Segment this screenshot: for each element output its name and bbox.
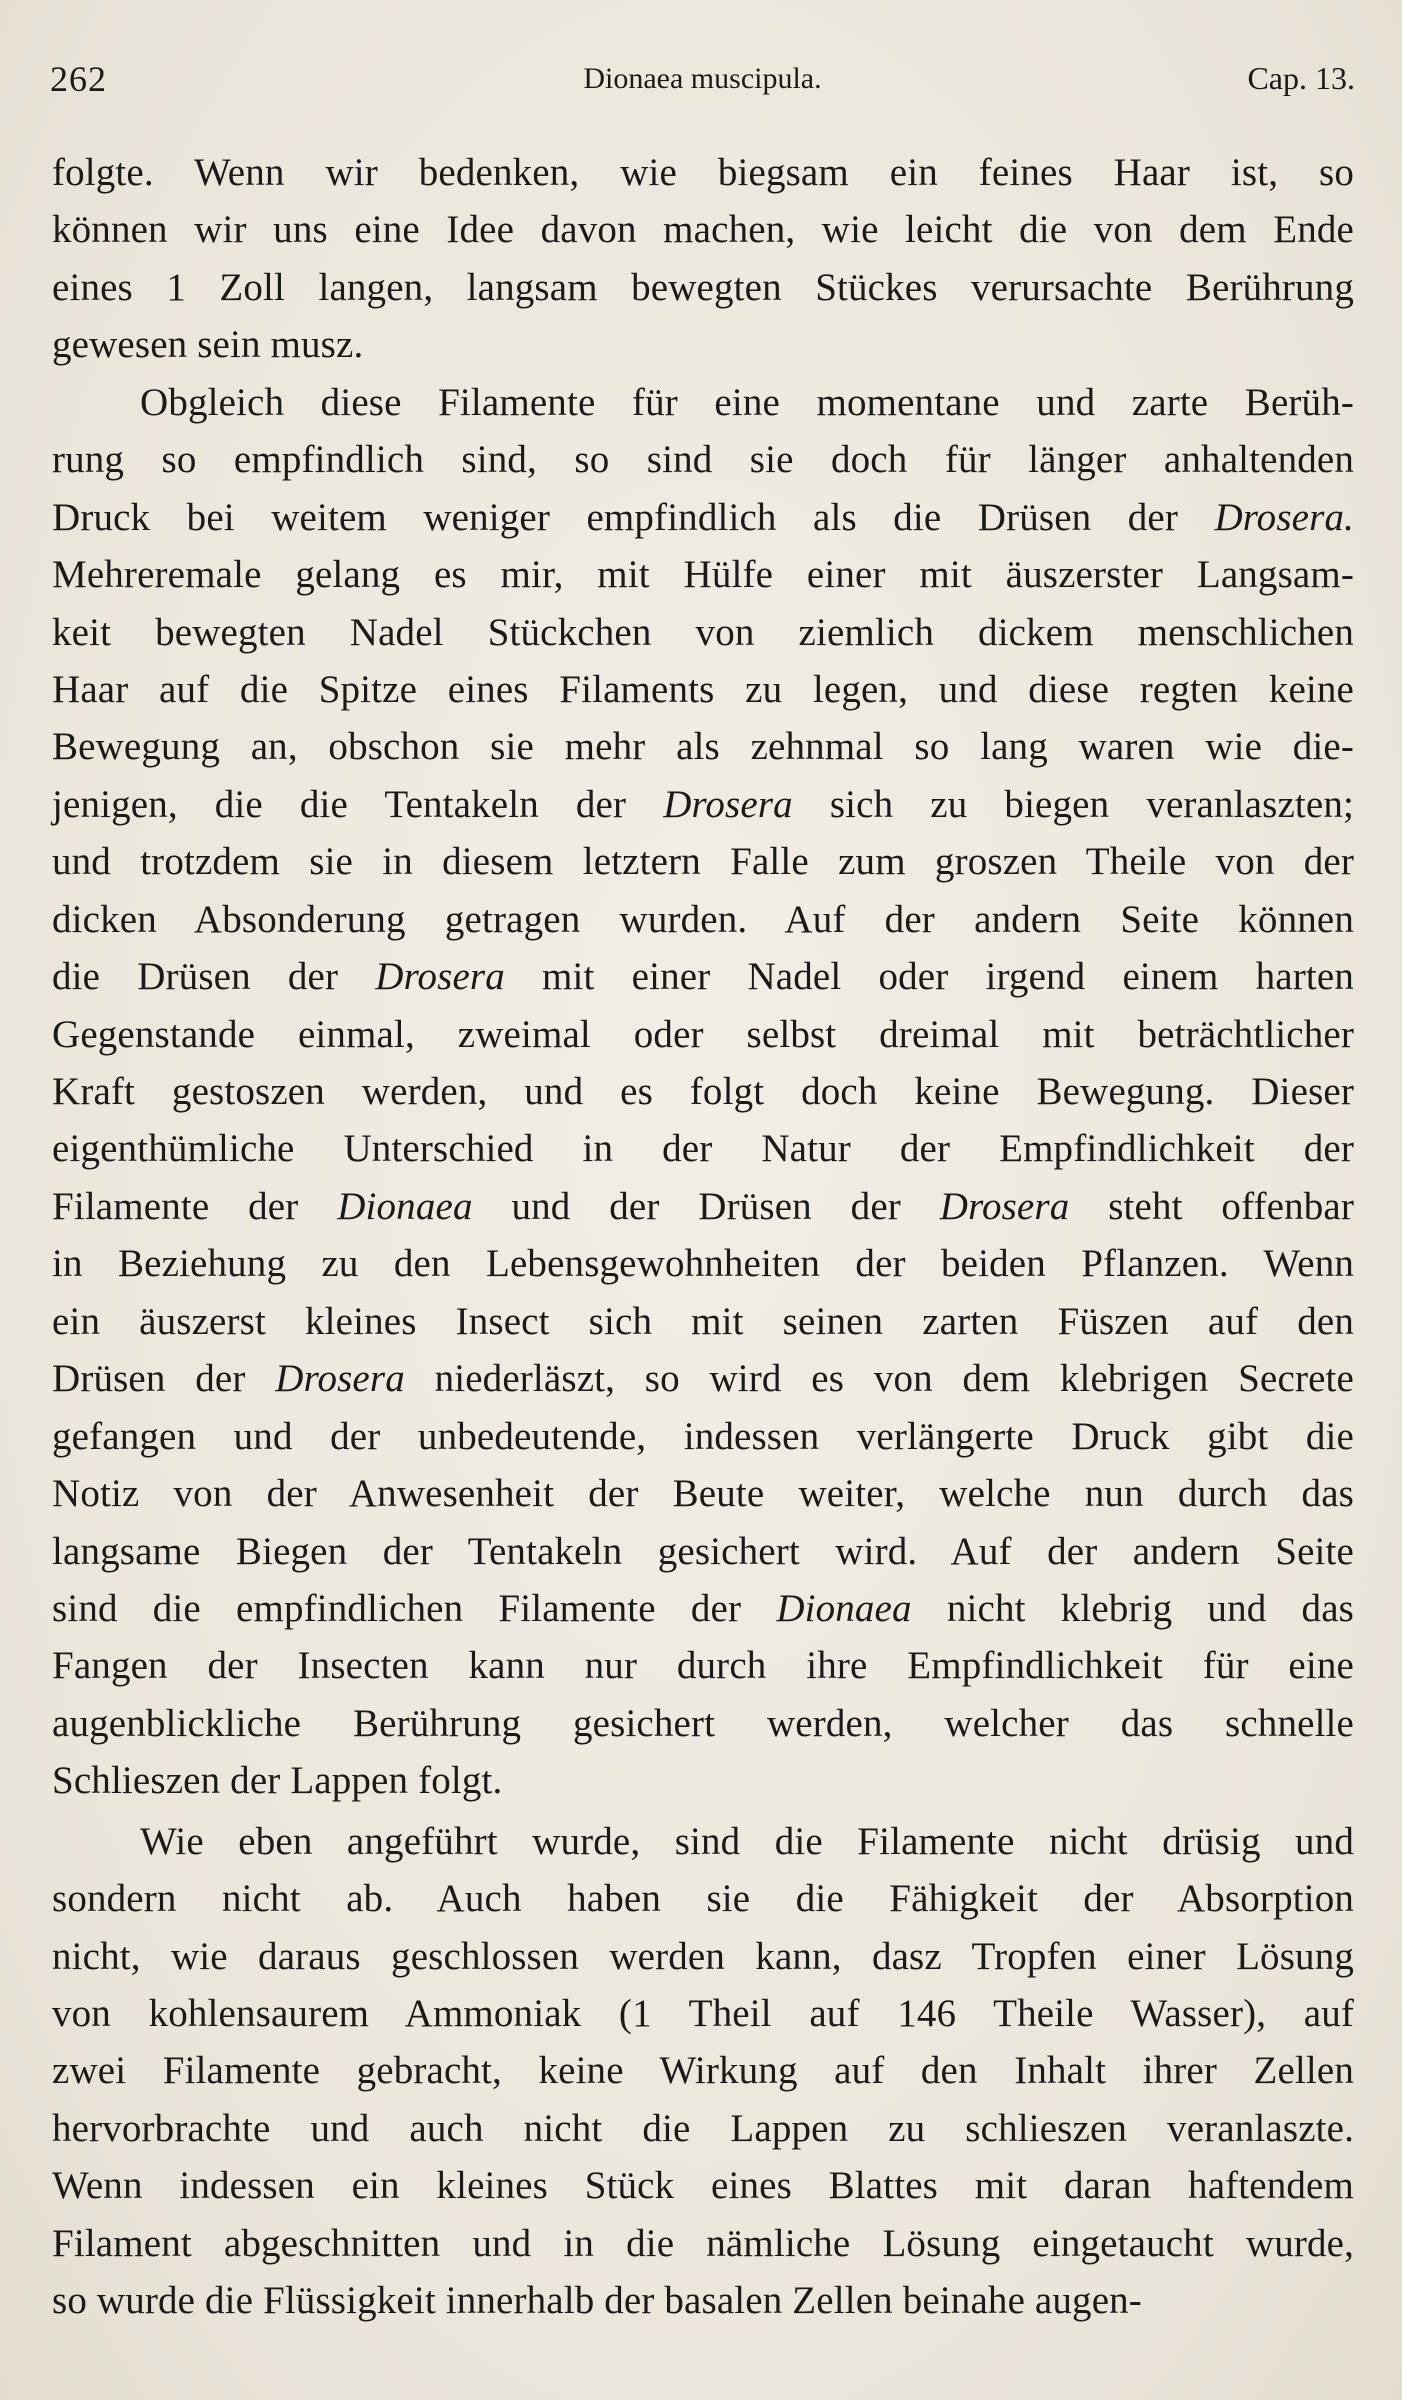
text-line xyxy=(52,316,1354,373)
italic-term: Drosera xyxy=(375,955,505,999)
chapter-reference: Cap. 13. xyxy=(1247,60,1355,96)
text-line xyxy=(52,259,1354,316)
text-line xyxy=(52,1580,1354,1637)
text-line xyxy=(52,1120,1354,1177)
text-segment: sind die empfindlichen Filamente der xyxy=(52,1586,777,1630)
text-line xyxy=(52,2042,1354,2099)
text-segment: Wie eben angeführt wurde, sind die Filamente nicht drüsig und xyxy=(140,1819,1354,1863)
text-line xyxy=(52,833,1354,890)
text-segment: von kohlensaurem Ammoniak (1 Theil auf 146 Theile Wasser), auf xyxy=(52,1992,1354,2035)
body-text xyxy=(52,144,1354,2330)
text-line xyxy=(52,2215,1354,2272)
text-segment: ein äuszerst kleines Insect sich mit seinen zarten Füszen auf den xyxy=(52,1299,1354,1343)
text-line xyxy=(52,718,1354,775)
text-segment: die Drüsen der xyxy=(52,955,376,999)
text-segment: niederläszt, so wird es von dem klebrigen Secrete xyxy=(404,1357,1354,1401)
text-segment: Haar auf die Spitze eines Filaments zu legen, und diese regten keine xyxy=(52,667,1354,711)
text-line xyxy=(52,1752,1354,1809)
text-segment: steht offenbar xyxy=(1069,1184,1355,1228)
text-segment: Drüsen der xyxy=(52,1357,276,1401)
text-line xyxy=(52,374,1354,431)
text-segment: rung so empfindlich sind, so sind sie doch für länger anhaltenden xyxy=(52,438,1354,482)
text-line xyxy=(52,201,1354,258)
text-segment: mit einer Nadel oder irgend einem harten xyxy=(504,955,1354,999)
text-segment: können wir uns eine Idee davon machen, wie leicht die von dem Ende xyxy=(52,208,1354,252)
italic-term: Drosera xyxy=(275,1357,405,1401)
text-line xyxy=(52,1813,1354,1870)
text-segment: Mehreremale gelang es mir, mit Hülfe einer mit äuszerster Langsam- xyxy=(52,553,1354,597)
text-segment: langsame Biegen der Tentakeln gesichert wird. Auf der andern Seite xyxy=(52,1529,1354,1573)
text-line xyxy=(52,1695,1354,1752)
text-line xyxy=(52,1928,1354,1985)
text-segment: in Beziehung zu den Lebensgewohnheiten der beiden Pflanzen. Wenn xyxy=(52,1242,1354,1286)
text-segment: sondern nicht ab. Auch haben sie die Fähigkeit der Absorption xyxy=(52,1877,1354,1921)
text-line xyxy=(52,1006,1354,1063)
text-segment: Notiz von der Anwesenheit der Beute weiter, welche nun durch das xyxy=(52,1472,1354,1516)
italic-term: Drosera xyxy=(939,1184,1070,1228)
text-line xyxy=(52,546,1354,603)
text-segment: jenigen, die die Tentakeln der xyxy=(52,782,664,826)
italic-term: Drosera xyxy=(663,782,793,826)
text-line xyxy=(52,1870,1354,1927)
text-line xyxy=(52,1178,1354,1235)
text-segment: sich zu biegen veranlaszten; xyxy=(792,782,1354,826)
text-segment: Obgleich diese Filamente für eine momentane und zarte Berüh- xyxy=(140,380,1354,424)
text-segment: Schlieszen der Lappen folgt. xyxy=(52,1759,503,1803)
text-segment: zwei Filamente gebracht, keine Wirkung auf den Inhalt ihrer Zellen xyxy=(52,2049,1354,2093)
text-line xyxy=(52,776,1354,833)
text-line xyxy=(52,489,1354,546)
text-line xyxy=(52,431,1354,488)
text-line xyxy=(52,2100,1354,2157)
text-line xyxy=(52,1350,1354,1407)
text-line xyxy=(52,1523,1354,1580)
text-segment: gewesen sein musz. xyxy=(52,323,364,367)
text-segment: keit bewegten Nadel Stückchen von ziemlich dickem menschlichen xyxy=(52,610,1354,654)
text-segment: und trotzdem sie in diesem letztern Falle zum groszen Theile von der xyxy=(52,840,1354,884)
text-segment: Kraft gestoszen werden, und es folgt doch keine Bewegung. Dieser xyxy=(52,1070,1354,1113)
page-number: 262 xyxy=(50,59,107,99)
italic-term: Dionaea xyxy=(337,1184,473,1228)
text-segment: eines 1 Zoll langen, langsam bewegten Stückes verursachte Berührung xyxy=(52,265,1354,309)
text-segment: Wenn indessen ein kleines Stück eines Blattes mit daran haftendem xyxy=(52,2164,1354,2208)
text-line xyxy=(52,2157,1354,2214)
text-line xyxy=(52,604,1354,661)
text-segment: nicht klebrig und das xyxy=(911,1586,1354,1630)
text-segment: nicht, wie daraus geschlossen werden kann, dasz Tropfen einer Lösung xyxy=(52,1934,1354,1978)
text-segment: Gegenstande einmal, zweimal oder selbst dreimal mit beträchtlicher xyxy=(52,1012,1354,1056)
text-segment: Druck bei weitem weniger empfindlich als die Drüsen der xyxy=(52,495,1215,539)
text-line xyxy=(52,891,1354,948)
text-segment: Fangen der Insecten kann nur durch ihre Empfindlichkeit für eine xyxy=(52,1644,1354,1688)
text-line xyxy=(52,661,1354,718)
text-segment: dicken Absonderung getragen wurden. Auf der andern Seite können xyxy=(52,897,1354,941)
page-header xyxy=(50,58,1355,118)
text-segment: Bewegung an, obschon sie mehr als zehnmal so lang waren wie die- xyxy=(52,725,1354,769)
text-segment: hervorbrachte und auch nicht die Lappen zu schlieszen veranlaszte. xyxy=(52,2106,1354,2150)
italic-term: Drosera. xyxy=(1214,495,1354,539)
text-line xyxy=(52,948,1354,1005)
text-line xyxy=(52,1408,1354,1465)
text-segment: Filament abgeschnitten und in die nämliche Lösung eingetaucht wurde, xyxy=(52,2221,1354,2265)
text-line xyxy=(52,1235,1354,1292)
text-line xyxy=(52,1985,1354,2042)
text-line xyxy=(52,1063,1354,1120)
text-line xyxy=(52,1637,1354,1694)
text-segment: Filamente der xyxy=(52,1184,338,1228)
text-segment: folgte. Wenn wir bedenken, wie biegsam ein feines Haar ist, so xyxy=(52,151,1354,194)
text-line xyxy=(52,144,1354,201)
text-line xyxy=(52,1293,1354,1350)
text-segment: augenblickliche Berührung gesichert werden, welcher das schnelle xyxy=(52,1701,1354,1745)
text-line xyxy=(52,1465,1354,1522)
running-title: Dionaea muscipula. xyxy=(583,62,822,95)
text-segment: eigenthümliche Unterschied in der Natur der Empfindlichkeit der xyxy=(52,1127,1354,1171)
text-line xyxy=(52,2272,1354,2329)
italic-term: Dionaea xyxy=(776,1586,912,1630)
text-segment: so wurde die Flüssigkeit innerhalb der basalen Zellen beinahe augen- xyxy=(52,2279,1142,2323)
text-segment: und der Drüsen der xyxy=(472,1184,940,1228)
text-segment: gefangen und der unbedeutende, indessen verlängerte Druck gibt die xyxy=(52,1414,1354,1458)
